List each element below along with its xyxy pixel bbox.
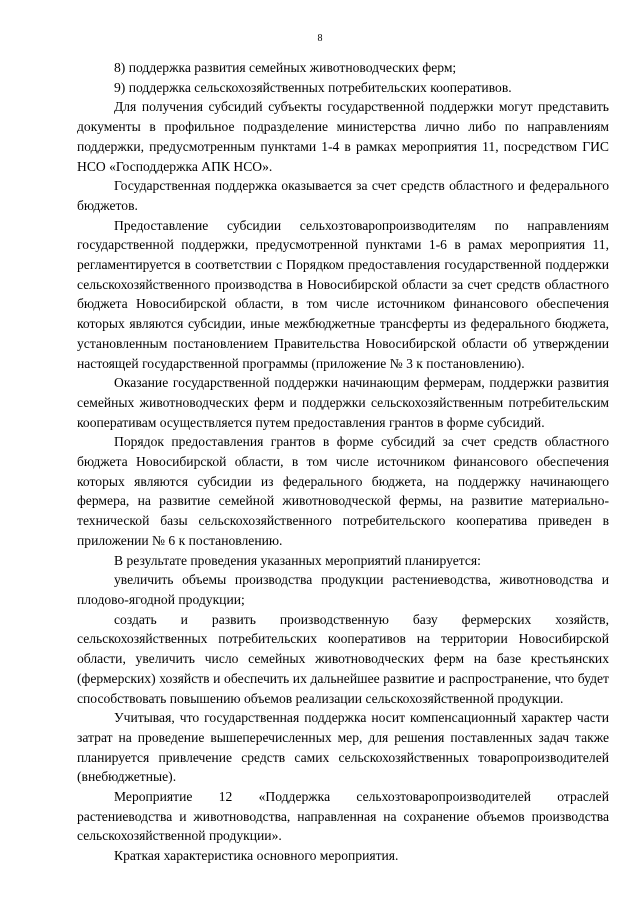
paragraph-item-8: 8) поддержка развития семейных животноводческих ферм; — [114, 60, 457, 75]
paragraph-funding-sources: Государственная поддержка оказывается за счет средств областного и федерального бюджетов. — [77, 178, 609, 213]
paragraph-develop-base: создать и развить производственную базу фермерских хозяйств, сельскохозяйственных потребительских кооперативов на территории Новосибирской области, увеличить число семейных животноводческих ферм на базе крестьянских (фермерских) хозяйств и обеспечить их дальнейшее развитие и распространение, что будет способствовать повышению объемов реализации сельскохозяйственной продукции. — [77, 611, 609, 706]
page-number: 8 — [317, 33, 323, 44]
paragraph-increase-production: увеличить объемы производства продукции растениеводства, животноводства и плодово-ягодной продукции; — [77, 572, 609, 607]
paragraph-brief-description: Краткая характеристика основного мероприятия. — [114, 848, 399, 864]
paragraph-planned-results: В результате проведения указанных мероприятий планируется: — [114, 552, 481, 568]
paragraph-item-9: 9) поддержка сельскохозяйственных потребительских кооперативов. — [114, 79, 512, 95]
paragraph-measure-12: Мероприятие 12 «Поддержка сельхозтоваропроизводителей отраслей растениеводства и животноводства, направленная на сохранение объемов производства сельскохозяйственной продукции». — [77, 789, 609, 844]
paragraph-subsidy-procedure: Предоставление субсидии сельхозтоваропроизводителям по направлениям государственной поддержки, предусмотренной пунктами 1-6 в рамах мероприятия 11, регламентируется в соответствии с Порядком предоставления государственной поддержки сельскохозяйственного производства в Новосибирской области за счет средств областного бюджета Новосибирской области, в том числе источником финансового обеспечения которых являются субсидии, иные межбюджетные трансферты из федерального бюджета, установленным постановлением Правительства Новосибирской области об утверждении настоящей государственной программы (приложение № 3 к постановлению). — [77, 217, 609, 371]
document-body — [77, 58, 609, 866]
paragraph-grant-procedure: Порядок предоставления грантов в форме субсидий за счет средств областного бюджета Новосибирской области, в том числе источником финансового обеспечения которых являются субсидии из федерального бюджета, на поддержку начинающего фермера, на развитие семейной животноводческой фермы, на развитие материально-технической базы сельскохозяйственного потребительского кооператива приведен в приложении № 6 к постановлению. — [77, 434, 609, 548]
paragraph-subsidy-documents: Для получения субсидий субъекты государственной поддержки могут представить документы в профильное подразделение министерства лично либо по направлениям поддержки, предусмотренным пунктами 1-4 в рамках мероприятия 11, посредством ГИС НСО «Господдержка АПК НСО». — [77, 99, 609, 174]
paragraph-compensation: Учитывая, что государственная поддержка носит компенсационный характер части затрат на проведение вышеперечисленных мер, для решения поставленных задач также планируется привлечение средств самих сельскохозяйственных товаропроизводителей (внебюджетные). — [77, 710, 609, 785]
paragraph-farmer-support: Оказание государственной поддержки начинающим фермерам, поддержки развития семейных животноводческих ферм и поддержки сельскохозяйственным потребительским кооперативам осуществляется путем предоставления грантов в форме субсидий. — [77, 375, 609, 430]
